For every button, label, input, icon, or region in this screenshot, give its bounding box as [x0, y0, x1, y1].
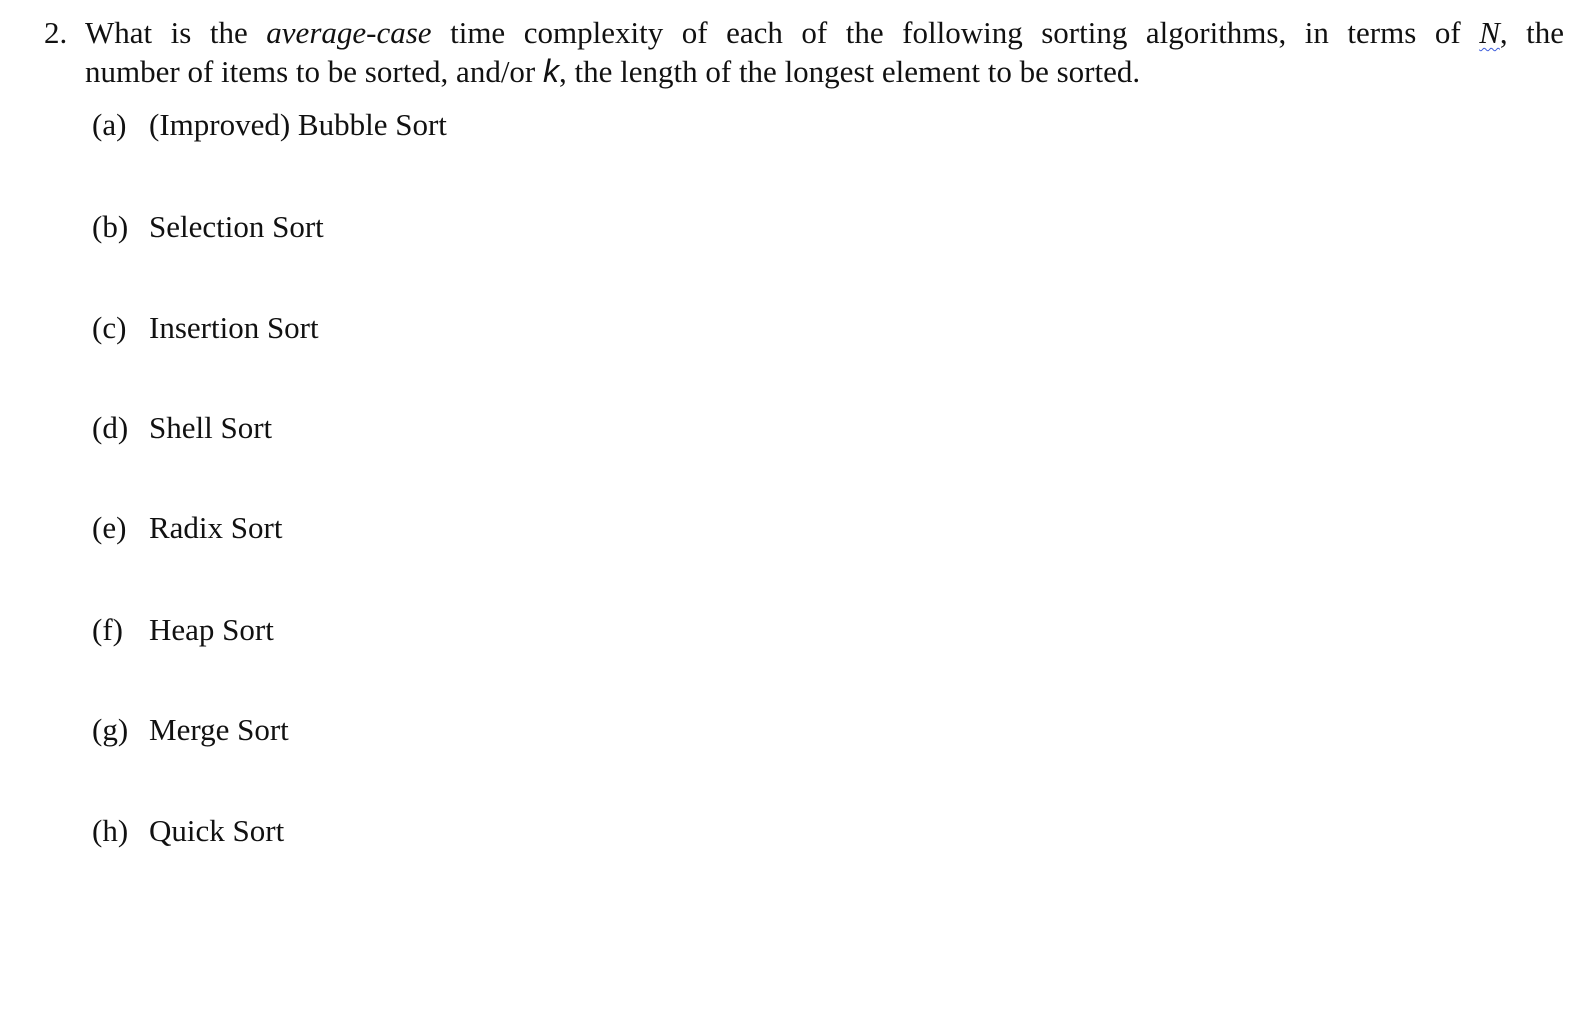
question-text-line2-start: number of items to be sorted, and/or	[85, 54, 536, 89]
item-text: (Improved) Bubble Sort	[149, 107, 447, 142]
item-text: Merge Sort	[149, 712, 289, 747]
item-label: (d)	[92, 410, 129, 445]
question-line-1	[44, 14, 1564, 52]
variable-n: N	[1479, 15, 1500, 50]
question-text-start: What is the	[85, 15, 248, 50]
item-g	[92, 711, 289, 749]
item-a	[92, 106, 447, 144]
item-h	[92, 812, 284, 850]
emphasis-average-case: average-case	[266, 15, 432, 50]
item-text: Quick Sort	[149, 813, 285, 848]
question-number: 2.	[44, 15, 68, 50]
item-text: Selection Sort	[149, 209, 324, 244]
item-d	[92, 409, 272, 447]
item-label: (e)	[92, 510, 127, 545]
question-text-middle: time complexity of each of the following sorting algorithms, in terms of	[450, 15, 1461, 50]
item-text: Shell Sort	[149, 410, 273, 445]
item-e	[92, 509, 282, 547]
item-b	[92, 208, 324, 246]
question-line-2	[44, 52, 1564, 91]
item-text: Heap Sort	[149, 612, 274, 647]
item-c	[92, 309, 319, 347]
question-text-line2-end: , the length of the longest element to be sorted.	[559, 54, 1141, 89]
item-f	[92, 611, 274, 649]
item-label: (f)	[92, 612, 123, 647]
question-block	[44, 14, 1564, 91]
item-label: (c)	[92, 310, 127, 345]
item-text: Radix Sort	[149, 510, 283, 545]
item-label: (g)	[92, 712, 129, 747]
item-label: (a)	[92, 107, 127, 142]
variable-k: k	[543, 53, 560, 89]
question-text-after-n: , the	[1499, 15, 1565, 50]
item-label: (b)	[92, 209, 129, 244]
item-text: Insertion Sort	[149, 310, 319, 345]
item-label: (h)	[92, 813, 129, 848]
